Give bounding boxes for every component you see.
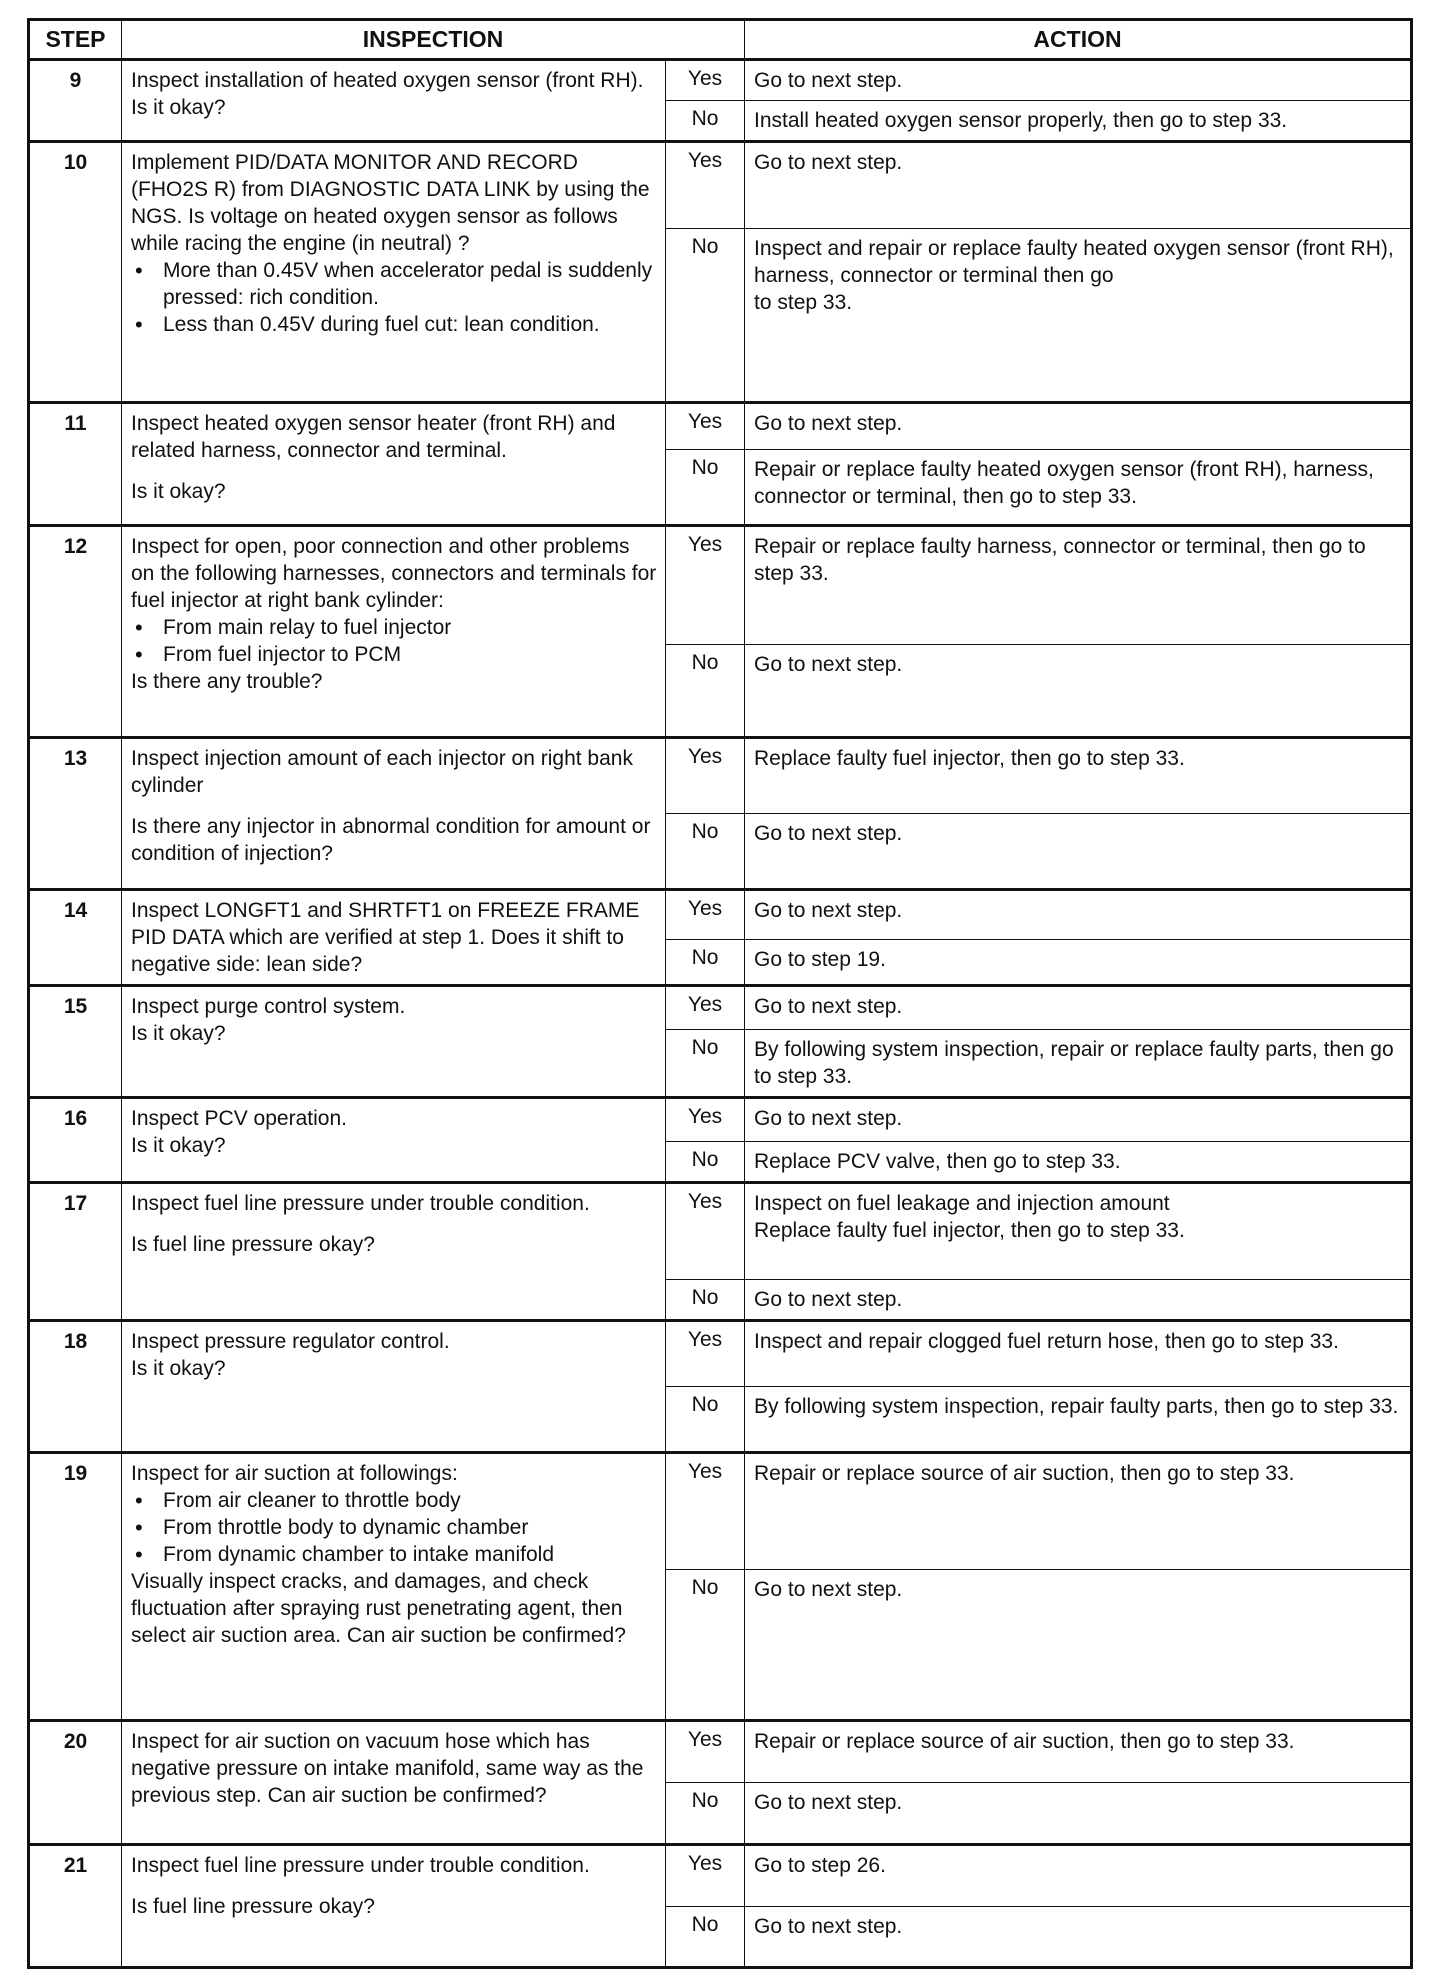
action-text: Inspect and repair or replace faulty heated oxygen sensor (front RH), harness, connector or terminal then go to step 33. bbox=[754, 237, 1394, 314]
answer-yes: Yes bbox=[666, 142, 745, 229]
table-row bbox=[29, 890, 1412, 940]
action-cell bbox=[745, 940, 1412, 986]
step-number: 11 bbox=[29, 403, 122, 526]
action-text: Inspect and repair clogged fuel return hose, then go to step 33. bbox=[754, 1330, 1339, 1353]
action-cell bbox=[745, 1453, 1412, 1570]
step-number: 17 bbox=[29, 1183, 122, 1321]
answer-yes: Yes bbox=[666, 738, 745, 814]
action-cell bbox=[745, 403, 1412, 450]
inspection-cell bbox=[122, 60, 666, 142]
action-text: Repair or replace faulty harness, connector or terminal, then go to step 33. bbox=[754, 535, 1366, 585]
answer-no: No bbox=[666, 1030, 745, 1098]
inspection-bullet-item: • From throttle body to dynamic chamber bbox=[131, 1514, 657, 1541]
table-row bbox=[29, 60, 1412, 101]
action-cell bbox=[745, 1183, 1412, 1280]
inspection-cell bbox=[122, 526, 666, 738]
answer-no: No bbox=[666, 1783, 745, 1845]
action-text: By following system inspection, repair faulty parts, then go to step 33. bbox=[754, 1395, 1399, 1418]
inspection-text: Is there any injector in abnormal condition for amount or condition of injection? bbox=[131, 815, 651, 865]
action-text: Repair or replace source of air suction, then go to step 33. bbox=[754, 1462, 1295, 1485]
header-action: ACTION bbox=[745, 20, 1412, 60]
action-text: By following system inspection, repair or replace faulty parts, then go to step 33. bbox=[754, 1038, 1394, 1088]
action-cell bbox=[745, 890, 1412, 940]
table-row bbox=[29, 1098, 1412, 1142]
action-cell bbox=[745, 526, 1412, 645]
action-cell bbox=[745, 60, 1412, 101]
action-cell bbox=[745, 1321, 1412, 1387]
action-text: Go to next step. bbox=[754, 1288, 903, 1311]
inspection-text: Is fuel line pressure okay? bbox=[131, 1895, 375, 1918]
inspection-bullet-item: • More than 0.45V when accelerator pedal is suddenly pressed: rich condition. bbox=[131, 257, 657, 311]
action-text: Go to next step. bbox=[754, 1915, 903, 1938]
action-cell bbox=[745, 1845, 1412, 1907]
action-text: Replace faulty fuel injector, then go to step 33. bbox=[754, 747, 1185, 770]
inspection-text: Is it okay? bbox=[131, 1134, 226, 1157]
action-cell bbox=[745, 450, 1412, 526]
answer-yes: Yes bbox=[666, 1453, 745, 1570]
inspection-cell bbox=[122, 890, 666, 986]
inspection-bullet-list bbox=[131, 257, 657, 338]
step-number: 14 bbox=[29, 890, 122, 986]
answer-yes: Yes bbox=[666, 403, 745, 450]
table-row bbox=[29, 1321, 1412, 1387]
action-cell bbox=[745, 1570, 1412, 1721]
answer-no: No bbox=[666, 1280, 745, 1321]
action-text: Go to next step. bbox=[754, 412, 903, 435]
header-row bbox=[29, 20, 1412, 60]
action-text: Go to step 19. bbox=[754, 948, 886, 972]
inspection-bullet-item: • From dynamic chamber to intake manifold bbox=[131, 1541, 657, 1568]
action-cell bbox=[745, 1142, 1412, 1183]
step-number: 12 bbox=[29, 526, 122, 738]
answer-yes: Yes bbox=[666, 1183, 745, 1280]
diagnostic-table bbox=[27, 18, 1413, 1969]
inspection-text: Inspect installation of heated oxygen sensor (front RH). Is it okay? bbox=[131, 69, 644, 119]
action-cell bbox=[745, 986, 1412, 1030]
answer-no: No bbox=[666, 1142, 745, 1183]
step-number: 9 bbox=[29, 60, 122, 142]
table-row bbox=[29, 738, 1412, 814]
action-text: Inspect on fuel leakage and injection amount Replace faulty fuel injector, then go to step 33. bbox=[754, 1192, 1185, 1242]
action-cell bbox=[745, 1280, 1412, 1321]
table-row bbox=[29, 142, 1412, 229]
answer-yes: Yes bbox=[666, 1321, 745, 1387]
inspection-text: Inspect purge control system. bbox=[131, 995, 406, 1018]
inspection-cell bbox=[122, 1321, 666, 1453]
action-text: Go to next step. bbox=[754, 69, 903, 92]
table-body bbox=[29, 60, 1412, 1968]
inspection-text: Inspect heated oxygen sensor heater (front RH) and related harness, connector and terminal. bbox=[131, 412, 616, 462]
inspection-text: Visually inspect cracks, and damages, and check fluctuation after spraying rust penetrating agent, then select air suction area. Can air suction be confirmed? bbox=[131, 1570, 626, 1647]
inspection-text: Is there any trouble? bbox=[131, 670, 323, 693]
table-row bbox=[29, 1721, 1412, 1783]
action-cell bbox=[745, 1907, 1412, 1968]
inspection-cell bbox=[122, 403, 666, 526]
action-text: Go to next step. bbox=[754, 899, 903, 922]
action-text: Go to next step. bbox=[754, 1107, 903, 1130]
action-text: Repair or replace faulty heated oxygen sensor (front RH), harness, connector or terminal, then go to step 33. bbox=[754, 458, 1374, 508]
action-text: Repair or replace source of air suction, then go to step 33. bbox=[754, 1730, 1295, 1753]
answer-yes: Yes bbox=[666, 526, 745, 645]
action-cell bbox=[745, 1030, 1412, 1098]
action-cell bbox=[745, 738, 1412, 814]
action-text: Replace PCV valve, then go to step 33. bbox=[754, 1150, 1121, 1173]
inspection-text: Is it okay? bbox=[131, 480, 226, 503]
header-inspection: INSPECTION bbox=[122, 20, 745, 60]
answer-no: No bbox=[666, 1907, 745, 1968]
action-text: Go to next step. bbox=[754, 653, 903, 676]
answer-no: No bbox=[666, 229, 745, 403]
answer-yes: Yes bbox=[666, 60, 745, 101]
answer-no: No bbox=[666, 1387, 745, 1453]
inspection-bullet-list bbox=[131, 614, 657, 668]
action-text: Go to next step. bbox=[754, 822, 903, 845]
inspection-text: Implement PID/DATA MONITOR AND RECORD (FHO2S R) from DIAGNOSTIC DATA LINK by using the NGS. Is voltage on heated oxygen sensor as follows while racing the engine (in neutral) ? bbox=[131, 151, 650, 255]
answer-yes: Yes bbox=[666, 986, 745, 1030]
answer-no: No bbox=[666, 450, 745, 526]
action-cell bbox=[745, 814, 1412, 890]
inspection-cell bbox=[122, 1183, 666, 1321]
inspection-bullet-item: • Less than 0.45V during fuel cut: lean condition. bbox=[131, 311, 657, 338]
inspection-cell bbox=[122, 1453, 666, 1721]
action-cell bbox=[745, 142, 1412, 229]
answer-yes: Yes bbox=[666, 1098, 745, 1142]
action-text: Go to next step. bbox=[754, 151, 903, 174]
action-cell bbox=[745, 1783, 1412, 1845]
inspection-text: Inspect LONGFT1 and SHRTFT1 on FREEZE FRAME PID DATA which are verified at step 1. Does it shift to negative side: lean side? bbox=[131, 899, 640, 976]
action-text: Go to next step. bbox=[754, 995, 903, 1018]
inspection-text: Inspect fuel line pressure under trouble condition. bbox=[131, 1192, 590, 1215]
inspection-bullet-item: • From main relay to fuel injector bbox=[131, 614, 657, 641]
inspection-text: Inspect injection amount of each injector on right bank cylinder bbox=[131, 747, 633, 797]
action-cell bbox=[745, 1098, 1412, 1142]
inspection-text: Inspect for open, poor connection and other problems on the following harnesses, connectors and terminals for fuel injector at right bank cylinder: bbox=[131, 535, 657, 612]
inspection-text: Inspect PCV operation. bbox=[131, 1107, 347, 1130]
action-text: Go to next step. bbox=[754, 1578, 903, 1601]
table-row bbox=[29, 1845, 1412, 1907]
inspection-cell bbox=[122, 1721, 666, 1845]
action-cell bbox=[745, 1721, 1412, 1783]
answer-yes: Yes bbox=[666, 890, 745, 940]
answer-no: No bbox=[666, 814, 745, 890]
action-text: Install heated oxygen sensor properly, then go to step 33. bbox=[754, 109, 1288, 132]
inspection-text: Inspect pressure regulator control. bbox=[131, 1330, 450, 1353]
answer-yes: Yes bbox=[666, 1721, 745, 1783]
inspection-text: Is it okay? bbox=[131, 1357, 226, 1380]
inspection-cell bbox=[122, 986, 666, 1098]
answer-no: No bbox=[666, 101, 745, 142]
inspection-cell bbox=[122, 1845, 666, 1968]
table-row bbox=[29, 986, 1412, 1030]
inspection-text: Is fuel line pressure okay? bbox=[131, 1233, 375, 1256]
answer-no: No bbox=[666, 645, 745, 738]
inspection-text: Inspect fuel line pressure under trouble condition. bbox=[131, 1854, 590, 1877]
step-number: 10 bbox=[29, 142, 122, 403]
action-text: Go to step 26. bbox=[754, 1854, 886, 1877]
action-text: Go to next step. bbox=[754, 1791, 903, 1814]
inspection-text: Is it okay? bbox=[131, 1022, 226, 1045]
inspection-cell bbox=[122, 1098, 666, 1183]
inspection-cell bbox=[122, 738, 666, 890]
answer-no: No bbox=[666, 1570, 745, 1721]
table-row bbox=[29, 403, 1412, 450]
inspection-cell bbox=[122, 142, 666, 403]
table-row bbox=[29, 526, 1412, 645]
step-number: 21 bbox=[29, 1845, 122, 1968]
action-cell bbox=[745, 229, 1412, 403]
step-number: 18 bbox=[29, 1321, 122, 1453]
inspection-bullet-list bbox=[131, 1487, 657, 1568]
inspection-bullet-item: • From fuel injector to PCM bbox=[131, 641, 657, 668]
action-cell bbox=[745, 1387, 1412, 1453]
action-cell bbox=[745, 101, 1412, 142]
inspection-text: Inspect for air suction on vacuum hose which has negative pressure on intake manifold, same way as the previous step. Can air suction be confirmed? bbox=[131, 1730, 644, 1807]
step-number: 15 bbox=[29, 986, 122, 1098]
table-row bbox=[29, 1183, 1412, 1280]
header-step: STEP bbox=[29, 20, 122, 60]
step-number: 13 bbox=[29, 738, 122, 890]
inspection-bullet-item: • From air cleaner to throttle body bbox=[131, 1487, 657, 1514]
step-number: 16 bbox=[29, 1098, 122, 1183]
answer-yes: Yes bbox=[666, 1845, 745, 1907]
answer-no: No bbox=[666, 940, 745, 986]
table-row bbox=[29, 1453, 1412, 1570]
step-number: 19 bbox=[29, 1453, 122, 1721]
inspection-text: Inspect for air suction at followings: bbox=[131, 1462, 458, 1485]
step-number: 20 bbox=[29, 1721, 122, 1845]
action-cell bbox=[745, 645, 1412, 738]
